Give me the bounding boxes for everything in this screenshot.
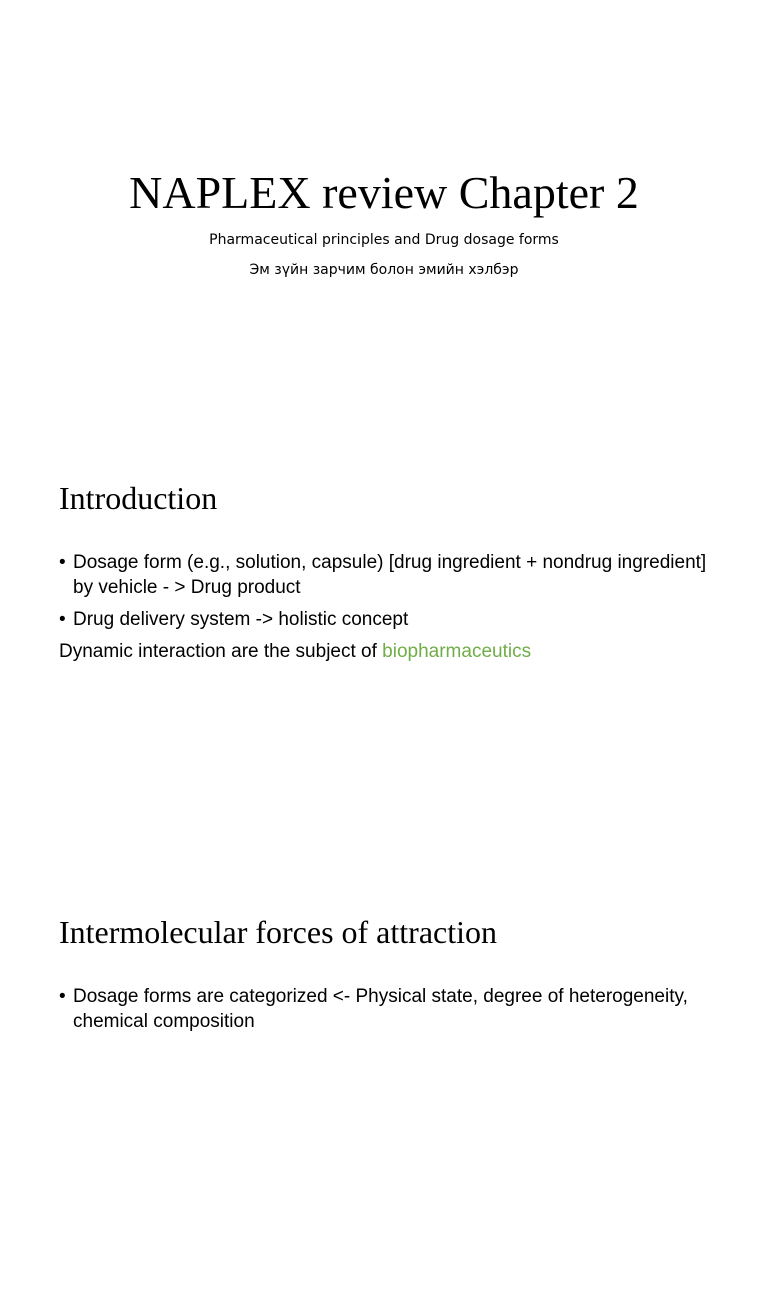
bullet-text: Dosage form (e.g., solution, capsule) [drug ingredient + nondrug ingredient] by vehicle - > Drug product — [73, 552, 707, 598]
bullet-text: Drug delivery system -> holistic concept — [73, 609, 409, 630]
bullet-text: Dosage forms are categorized <- Physical state, degree of heterogeneity, chemical composition — [73, 986, 688, 1032]
introduction-slide — [0, 434, 768, 866]
highlighted-term: biopharmaceutics — [382, 641, 532, 662]
intermolecular-forces-slide — [0, 868, 768, 1300]
slide-heading: Intermolecular forces of attraction — [59, 914, 497, 950]
bullet-dot-icon: • — [59, 609, 66, 630]
title-slide — [0, 0, 768, 432]
bullet-dot-icon: • — [59, 552, 66, 573]
slide-subtitle-mongolian: Эм зүйн зарчим болон эмийн хэлбэр — [249, 262, 519, 278]
slide-body — [59, 984, 719, 1041]
paragraph-text: Dynamic interaction are the subject of — [59, 641, 383, 662]
slide-body — [59, 550, 719, 664]
body-paragraph — [59, 639, 719, 664]
slide-subtitle-english: Pharmaceutical principles and Drug dosage forms — [209, 232, 559, 248]
slide-title: NAPLEX review Chapter 2 — [129, 167, 639, 218]
bullet-item — [59, 607, 719, 632]
bullet-item — [59, 984, 719, 1034]
bullet-item — [59, 550, 719, 600]
slide-heading: Introduction — [59, 480, 218, 516]
bullet-dot-icon: • — [59, 986, 66, 1007]
